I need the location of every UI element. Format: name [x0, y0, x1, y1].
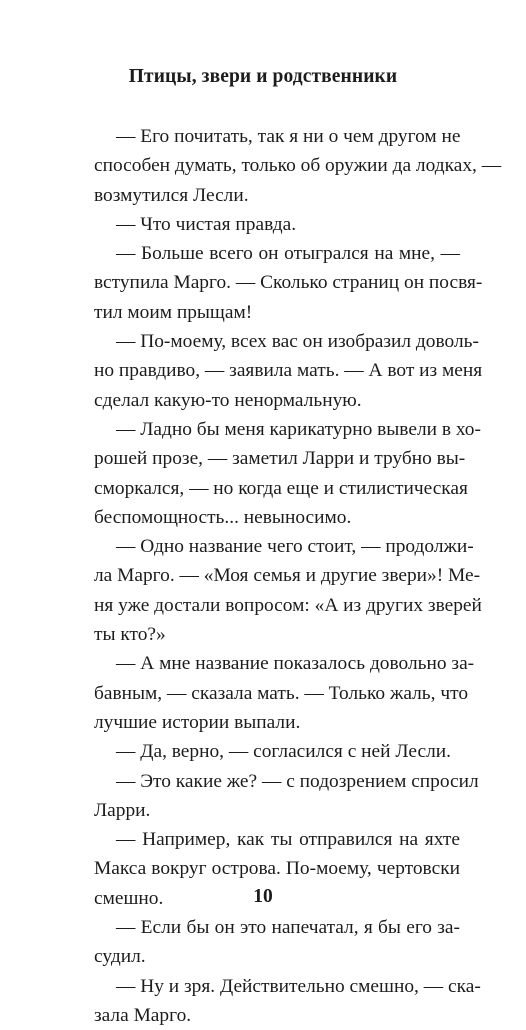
text-line: ня уже достали вопросом: «А из других зверей — [94, 594, 482, 616]
text-line: сделал какую-то ненормальную. — [94, 389, 362, 411]
text-line: сморкался, — но когда еще и стилистическая — [94, 477, 468, 499]
text-line: рошей прозе, — заметил Ларри и трубно вы- — [94, 448, 466, 470]
text-line: тил моим прыщам! — [94, 301, 253, 323]
text-line: смешно. — [94, 887, 164, 909]
text-line: — А мне название показалось довольно за- — [116, 653, 475, 675]
text-line: Ларри. — [94, 799, 151, 821]
text-line: вступила Марго. — Сколько страниц он посвя- — [94, 272, 483, 294]
text-line: способен думать, только об оружии да лодках, — — [94, 155, 502, 177]
text-line: возмутился Лесли. — [94, 184, 249, 206]
page-number: 10 — [253, 886, 273, 907]
text-line: — Одно название чего стоит, — продолжи- — [116, 536, 474, 558]
text-line: Макса вокруг острова. По-моему, чертовски — [94, 858, 460, 880]
text-line: — Что чистая правда. — [116, 213, 297, 235]
text-line: — Если бы он это напечатал, я бы его за- — [116, 917, 460, 939]
text-line: зала Марго. — [94, 1004, 192, 1026]
text-line: бавным, — сказала мать. — Только жаль, что — [94, 682, 469, 704]
text-line: — Его почитать, так я ни о чем другом не — [116, 126, 461, 147]
text-line: — Например, как ты отправился на яхте — [116, 829, 460, 851]
text-line: ла Марго. — «Моя семья и другие звери»! Ме- — [94, 565, 481, 587]
text-line: — Ладно бы меня карикатурно вывели в хо- — [116, 418, 481, 440]
text-line: беспомощность... невыносимо. — [94, 506, 352, 528]
text-line: судил. — [94, 946, 146, 968]
text-line: — Это какие же? — с подозрением спросил — [116, 770, 479, 792]
running-head: Птицы, звери и родственники — [128, 66, 398, 87]
text-line: — Да, верно, — согласился с ней Лесли. — [116, 741, 451, 763]
text-line: лучшие истории выпали. — [94, 711, 301, 733]
text-line: ты кто?» — [94, 624, 166, 646]
text-line: но правдиво, — заявила мать. — А вот из меня — [94, 360, 483, 382]
text-line: — Ну и зря. Действительно смешно, — ска- — [116, 975, 481, 997]
text-line: — Больше всего он отыгрался на мне, — — [116, 243, 460, 265]
text-line: — По-моему, всех вас он изобразил доволь- — [116, 331, 479, 353]
